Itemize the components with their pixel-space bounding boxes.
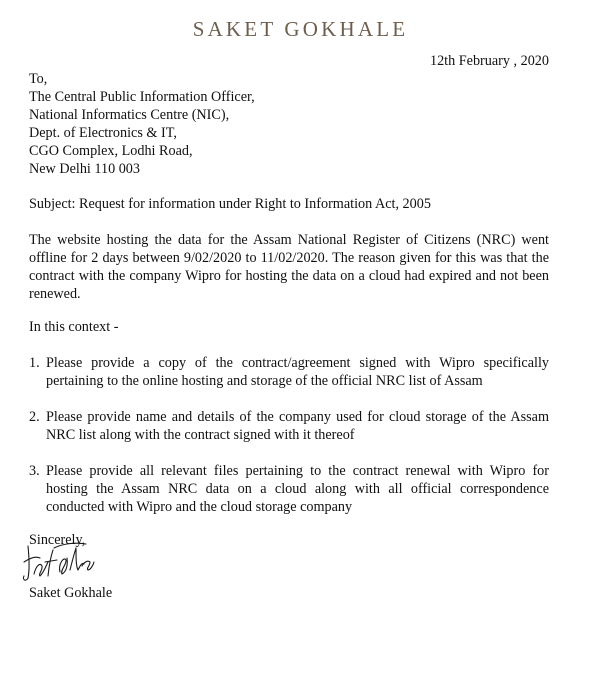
list-item-text: Please provide name and details of the company used for cloud storage of the Assam NRC list along with the contract signed with it thereof xyxy=(46,409,549,443)
address-line: CGO Complex, Lodhi Road, xyxy=(29,143,193,159)
list-item xyxy=(29,354,549,390)
address-line: National Informatics Centre (NIC), xyxy=(29,107,230,123)
request-list xyxy=(29,354,549,534)
subject-line: Subject: Request for information under Right to Information Act, 2005 xyxy=(29,196,431,212)
body-paragraph: The website hosting the data for the Assam National Register of Citizens (NRC) went offline for 2 days between 9/02/2020 to 11/02/2020. The reason given for this was that the contract with the company Wipro for hosting the data on a cloud had expired and not been renewed. xyxy=(29,232,549,302)
letter-date: 12th February , 2020 xyxy=(429,53,549,69)
list-item-number: 1. xyxy=(29,355,40,371)
salutation: To, xyxy=(29,71,48,87)
address-line: The Central Public Information Officer, xyxy=(29,89,255,105)
context-line: In this context - xyxy=(29,319,119,335)
list-item xyxy=(29,408,549,444)
list-item-text: Please provide all relevant files pertaining to the contract renewal with Wipro for hosting the Assam NRC data on a cloud along with all official correspondence conducted with Wipro and the cloud storage company xyxy=(46,463,549,515)
signer-name: Saket Gokhale xyxy=(29,585,113,601)
handwritten-signature xyxy=(20,536,98,586)
address-line: Dept. of Electronics & IT, xyxy=(29,125,177,141)
recipient-address xyxy=(29,70,549,178)
list-item xyxy=(29,462,549,516)
list-item-number: 2. xyxy=(29,409,40,425)
letterhead-name: SAKET GOKHALE xyxy=(192,17,409,41)
list-item-text: Please provide a copy of the contract/agreement signed with Wipro specifically pertaining to the online hosting and storage of the official NRC list of Assam xyxy=(46,355,549,389)
valediction: Sincerely, xyxy=(29,532,86,548)
list-item-number: 3. xyxy=(29,463,40,479)
address-line: New Delhi 110 003 xyxy=(29,161,140,177)
